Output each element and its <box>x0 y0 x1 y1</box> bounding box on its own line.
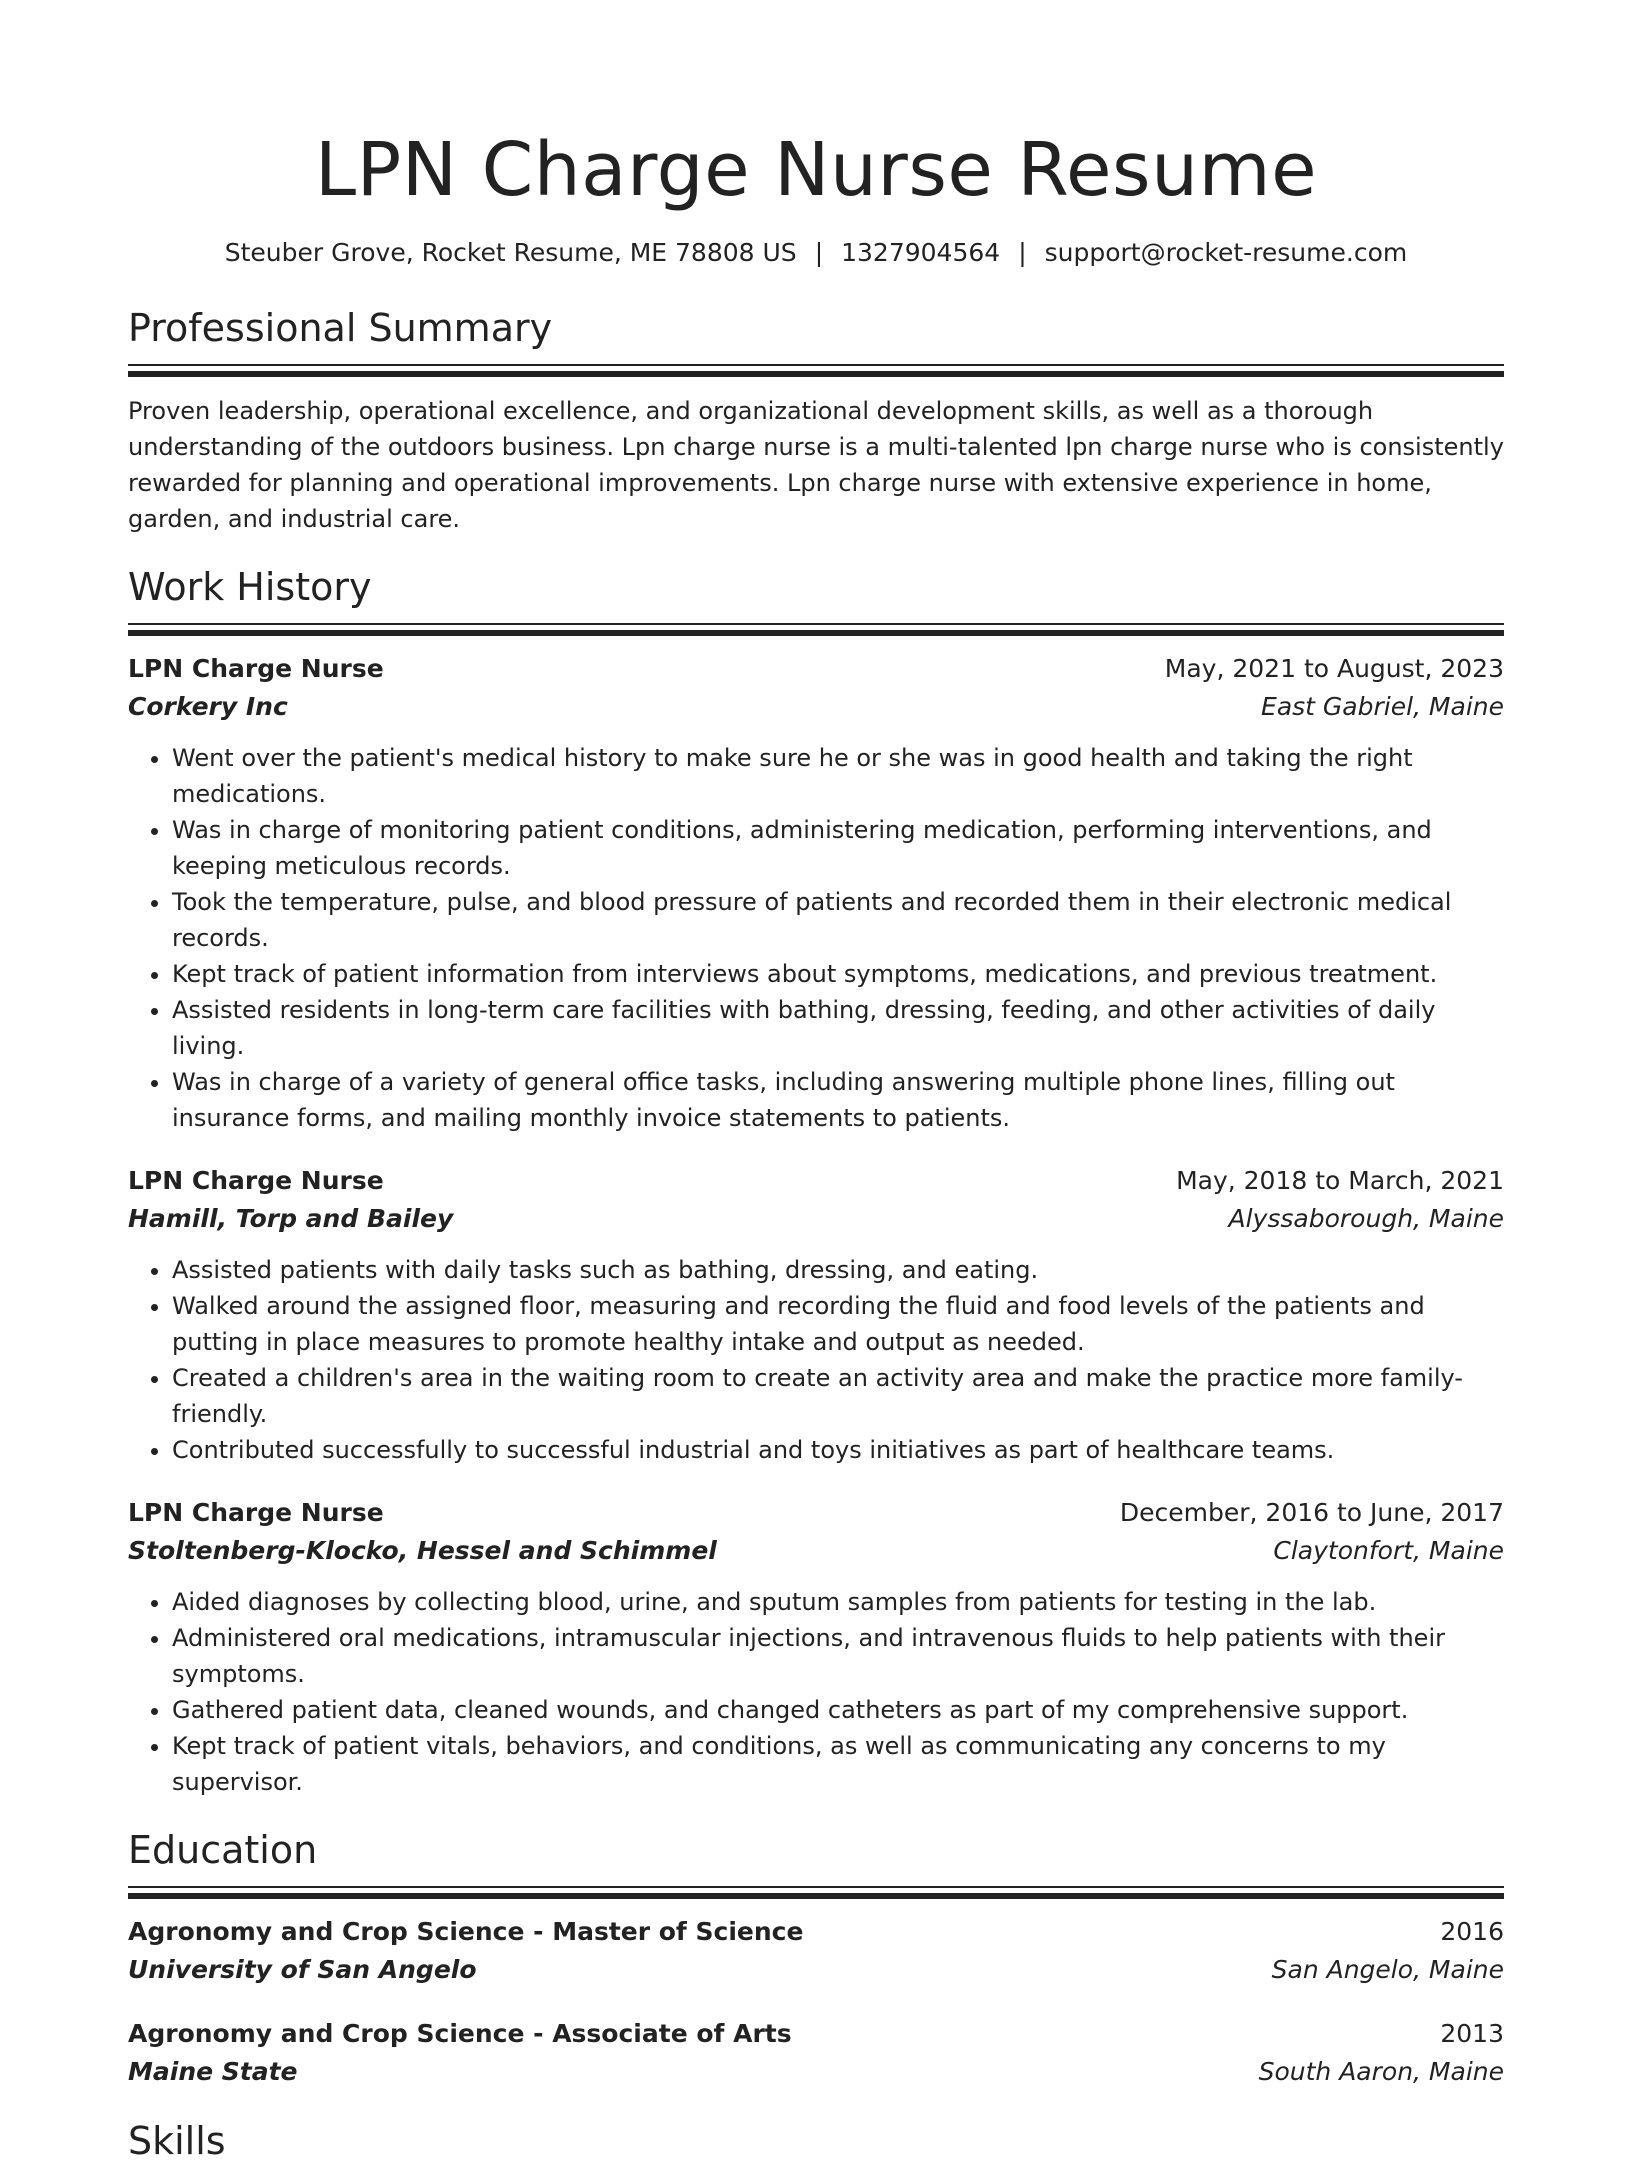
education-section <box>128 1826 1504 2091</box>
job-location: Claytonfort, Maine <box>1273 1536 1504 1565</box>
job-bullet: • Assisted patients with daily tasks such as bathing, dressing, and eating. <box>172 1252 1504 1288</box>
job-bullet: • Walked around the assigned floor, measuring and recording the fluid and food levels of the patients and putting in place measures to promote healthy intake and output as needed. <box>172 1288 1504 1360</box>
job-dates: December, 2016 to June, 2017 <box>1119 1498 1504 1527</box>
resume-title: LPN Charge Nurse Resume <box>314 127 1318 213</box>
job-bullet: • Was in charge of monitoring patient conditions, administering medication, performing interventions, and keeping meticulous records. <box>172 812 1504 884</box>
job-header-row <box>128 1494 1504 1532</box>
job-location: Alyssaborough, Maine <box>1228 1204 1504 1233</box>
contact-address: Steuber Grove, Rocket Resume, ME 78808 US <box>224 238 797 267</box>
job-bullet: • Was in charge of a variety of general office tasks, including answering multiple phone lines, filling out insurance forms, and mailing monthly invoice statements to patients. <box>172 1064 1504 1136</box>
summary-text: Proven leadership, operational excellence, and organizational development skills, as well as a thorough understanding of the outdoors business. Lpn charge nurse is a multi-talented lpn charge nurse who is consistently rewarded for planning and operational improvements. Lpn charge nurse with extensive experience in home, garden, and industrial care. <box>128 397 1504 533</box>
job-entry <box>128 1494 1504 1800</box>
job-bullet: • Kept track of patient information from interviews about symptoms, medications, and previous treatment. <box>172 956 1504 992</box>
education-year: 2013 <box>1440 2019 1504 2048</box>
resume-page <box>128 0 1504 2165</box>
job-bullets <box>128 740 1504 1136</box>
job-subheader-row <box>128 1532 1504 1570</box>
education-header-row <box>128 2015 1504 2053</box>
education-subheader-row <box>128 2053 1504 2091</box>
education-school: Maine State <box>128 2057 298 2086</box>
job-bullet: • Gathered patient data, cleaned wounds, and changed catheters as part of my comprehensive support. <box>172 1692 1504 1728</box>
job-header-row <box>128 650 1504 688</box>
skills-section <box>128 2117 1504 2165</box>
work-history-heading: Work History <box>128 565 372 609</box>
job-dates: May, 2018 to March, 2021 <box>1176 1166 1504 1195</box>
education-entry <box>128 2015 1504 2091</box>
job-bullets <box>128 1252 1504 1468</box>
section-divider <box>128 623 1504 636</box>
summary-heading: Professional Summary <box>128 306 553 350</box>
education-school: University of San Angelo <box>128 1955 477 1984</box>
job-bullet: • Kept track of patient vitals, behaviors, and conditions, as well as communicating any concerns to my supervisor. <box>172 1728 1504 1800</box>
job-bullet: • Aided diagnoses by collecting blood, urine, and sputum samples from patients for testing in the lab. <box>172 1584 1504 1620</box>
education-subheader-row <box>128 1951 1504 1989</box>
contact-separator: | <box>814 238 824 267</box>
education-entry <box>128 1913 1504 1989</box>
job-bullet: • Contributed successfully to successful industrial and toys initiatives as part of healthcare teams. <box>172 1432 1504 1468</box>
contact-line <box>128 236 1504 270</box>
work-history-section <box>128 563 1504 1800</box>
section-divider <box>128 1886 1504 1899</box>
education-location: South Aaron, Maine <box>1258 2057 1504 2086</box>
job-header-row <box>128 1162 1504 1200</box>
job-company: Corkery Inc <box>128 692 288 721</box>
job-bullet: • Administered oral medications, intramuscular injections, and intravenous fluids to help patients with their symptoms. <box>172 1620 1504 1692</box>
education-year: 2016 <box>1440 1917 1504 1946</box>
section-divider <box>128 364 1504 377</box>
job-subheader-row <box>128 688 1504 726</box>
education-degree: Agronomy and Crop Science - Associate of Arts <box>128 2019 792 2048</box>
job-bullet: • Assisted residents in long-term care facilities with bathing, dressing, feeding, and other activities of daily living. <box>172 992 1504 1064</box>
skills-heading: Skills <box>128 2119 226 2163</box>
education-location: San Angelo, Maine <box>1271 1955 1504 1984</box>
education-header-row <box>128 1913 1504 1951</box>
contact-separator: | <box>1018 238 1027 267</box>
job-dates: May, 2021 to August, 2023 <box>1164 654 1504 683</box>
job-title: LPN Charge Nurse <box>128 654 384 683</box>
job-entry <box>128 650 1504 1136</box>
summary-section <box>128 304 1504 537</box>
contact-email: support@rocket-resume.com <box>1044 238 1408 267</box>
job-company: Hamill, Torp and Bailey <box>128 1204 454 1233</box>
job-title: LPN Charge Nurse <box>128 1166 384 1195</box>
job-company: Stoltenberg-Klocko, Hessel and Schimmel <box>128 1536 717 1565</box>
job-entry <box>128 1162 1504 1468</box>
job-location: East Gabriel, Maine <box>1261 692 1504 721</box>
contact-phone: 1327904564 <box>841 238 1001 267</box>
education-heading: Education <box>128 1828 318 1872</box>
job-bullet: • Created a children's area in the waiting room to create an activity area and make the practice more family-friendly. <box>172 1360 1504 1432</box>
job-subheader-row <box>128 1200 1504 1238</box>
job-bullets <box>128 1584 1504 1800</box>
job-bullet: • Took the temperature, pulse, and blood pressure of patients and recorded them in their electronic medical records. <box>172 884 1504 956</box>
job-bullet: • Went over the patient's medical history to make sure he or she was in good health and taking the right medications. <box>172 740 1504 812</box>
job-title: LPN Charge Nurse <box>128 1498 384 1527</box>
education-degree: Agronomy and Crop Science - Master of Science <box>128 1917 804 1946</box>
